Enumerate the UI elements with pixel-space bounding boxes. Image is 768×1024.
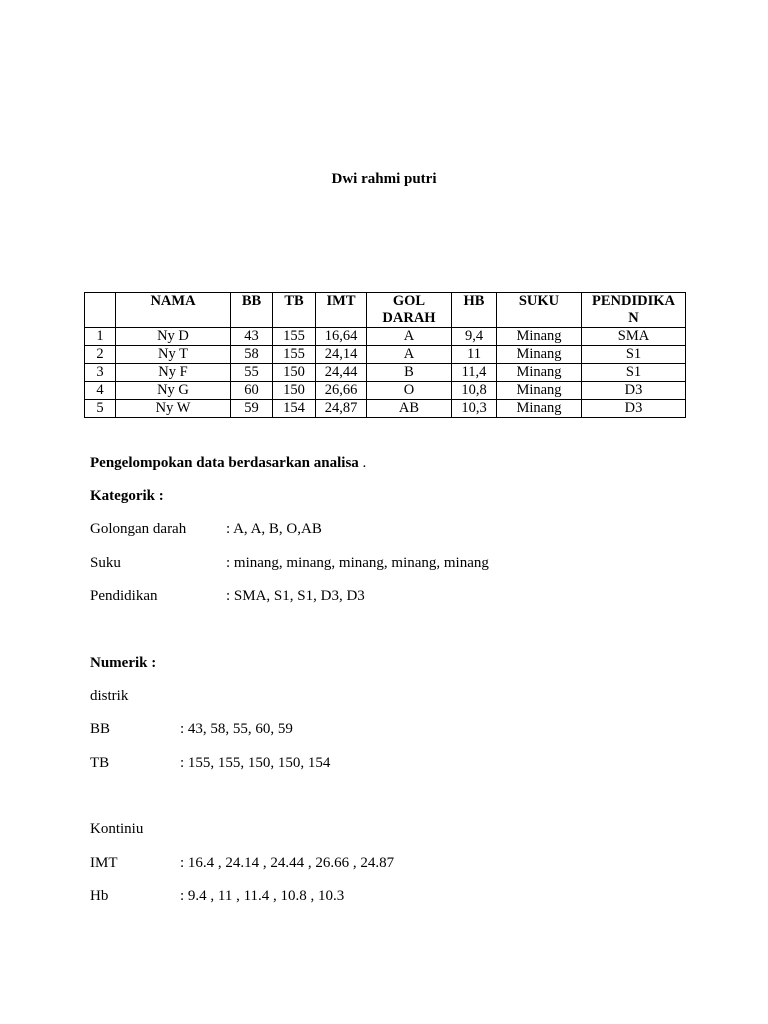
table-header-row — [85, 293, 686, 328]
item-value: : SMA, S1, S1, D3, D3 — [226, 588, 365, 604]
table-cell: Ny W — [116, 400, 231, 418]
table-row — [85, 346, 686, 364]
table-cell: O — [367, 382, 452, 400]
table-cell: 58 — [231, 346, 273, 364]
table-cell: A — [367, 346, 452, 364]
table-cell: D3 — [582, 400, 686, 418]
table-header-cell: GOL DARAH — [367, 293, 452, 328]
table-header-cell: SUKU — [497, 293, 582, 328]
table-cell: 59 — [231, 400, 273, 418]
analysis-heading-text: Pengelompokan data berdasarkan analisa — [90, 455, 359, 471]
table-cell: 11,4 — [452, 364, 497, 382]
table-row — [85, 382, 686, 400]
table-cell: 16,64 — [316, 328, 367, 346]
table-cell: 2 — [85, 346, 116, 364]
table-body — [85, 328, 686, 418]
item-value: : minang, minang, minang, minang, minang — [226, 555, 489, 571]
page-title: Dwi rahmi putri — [331, 171, 437, 187]
table-cell: Ny D — [116, 328, 231, 346]
table-cell: Minang — [497, 364, 582, 382]
item-label: Pendidikan — [90, 588, 158, 604]
table-row — [85, 400, 686, 418]
table-cell: 3 — [85, 364, 116, 382]
table-cell: 4 — [85, 382, 116, 400]
kontiniu-heading: Kontiniu — [90, 821, 144, 837]
table-cell: Ny T — [116, 346, 231, 364]
table-cell: 24,44 — [316, 364, 367, 382]
table-row — [85, 328, 686, 346]
table-cell: AB — [367, 400, 452, 418]
table-cell: S1 — [582, 364, 686, 382]
table-cell: 24,14 — [316, 346, 367, 364]
table-cell: 11 — [452, 346, 497, 364]
analysis-heading-suffix: . — [358, 455, 367, 471]
kategorik-item-pendidikan — [90, 588, 365, 605]
table-header-cell: HB — [452, 293, 497, 328]
table-cell: 55 — [231, 364, 273, 382]
table-cell: SMA — [582, 328, 686, 346]
item-label: IMT — [90, 855, 118, 871]
table-cell: Ny F — [116, 364, 231, 382]
table-header-cell: PENDIDIKA N — [582, 293, 686, 328]
analysis-heading — [90, 455, 366, 472]
item-value: : 9.4 , 11 , 11.4 , 10.8 , 10.3 — [180, 888, 345, 904]
table-cell: 60 — [231, 382, 273, 400]
table-cell: B — [367, 364, 452, 382]
table-header-cell: BB — [231, 293, 273, 328]
kategorik-item-suku — [90, 555, 489, 572]
item-label: Hb — [90, 888, 109, 904]
distrik-item-bb — [90, 721, 293, 738]
table-cell: 154 — [273, 400, 316, 418]
kategorik-heading: Kategorik : — [90, 488, 164, 504]
table-header-cell: IMT — [316, 293, 367, 328]
table-cell: S1 — [582, 346, 686, 364]
item-value: : 155, 155, 150, 150, 154 — [180, 755, 331, 771]
table-header-cell: NAMA — [116, 293, 231, 328]
table-cell: Minang — [497, 400, 582, 418]
table-cell: Minang — [497, 346, 582, 364]
kontiniu-item-imt — [90, 855, 395, 872]
item-value: : A, A, B, O,AB — [226, 521, 322, 537]
table-cell: 1 — [85, 328, 116, 346]
item-label: Suku — [90, 555, 121, 571]
table-header-cell — [85, 293, 116, 328]
table-cell: 9,4 — [452, 328, 497, 346]
kategorik-item-golongan-darah — [90, 521, 322, 538]
table-cell: 150 — [273, 382, 316, 400]
table-cell: Minang — [497, 382, 582, 400]
table-cell: D3 — [582, 382, 686, 400]
table-cell: 155 — [273, 328, 316, 346]
item-label: Golongan darah — [90, 521, 187, 537]
item-label: BB — [90, 721, 111, 737]
table-cell: Minang — [497, 328, 582, 346]
table-cell: Ny G — [116, 382, 231, 400]
table-row — [85, 364, 686, 382]
table-cell: 26,66 — [316, 382, 367, 400]
table-cell: 5 — [85, 400, 116, 418]
item-label: TB — [90, 755, 110, 771]
table-header-cell: TB — [273, 293, 316, 328]
kontiniu-item-hb — [90, 888, 345, 905]
table-cell: A — [367, 328, 452, 346]
distrik-item-tb — [90, 755, 331, 772]
numerik-heading: Numerik : — [90, 655, 157, 671]
table-cell: 43 — [231, 328, 273, 346]
table-cell: 155 — [273, 346, 316, 364]
table-cell: 10,8 — [452, 382, 497, 400]
data-table — [84, 292, 686, 418]
distrik-heading: distrik — [90, 688, 129, 704]
table-cell: 150 — [273, 364, 316, 382]
item-value: : 16.4 , 24.14 , 24.44 , 26.66 , 24.87 — [180, 855, 395, 871]
table-cell: 10,3 — [452, 400, 497, 418]
item-value: : 43, 58, 55, 60, 59 — [180, 721, 293, 737]
table-cell: 24,87 — [316, 400, 367, 418]
